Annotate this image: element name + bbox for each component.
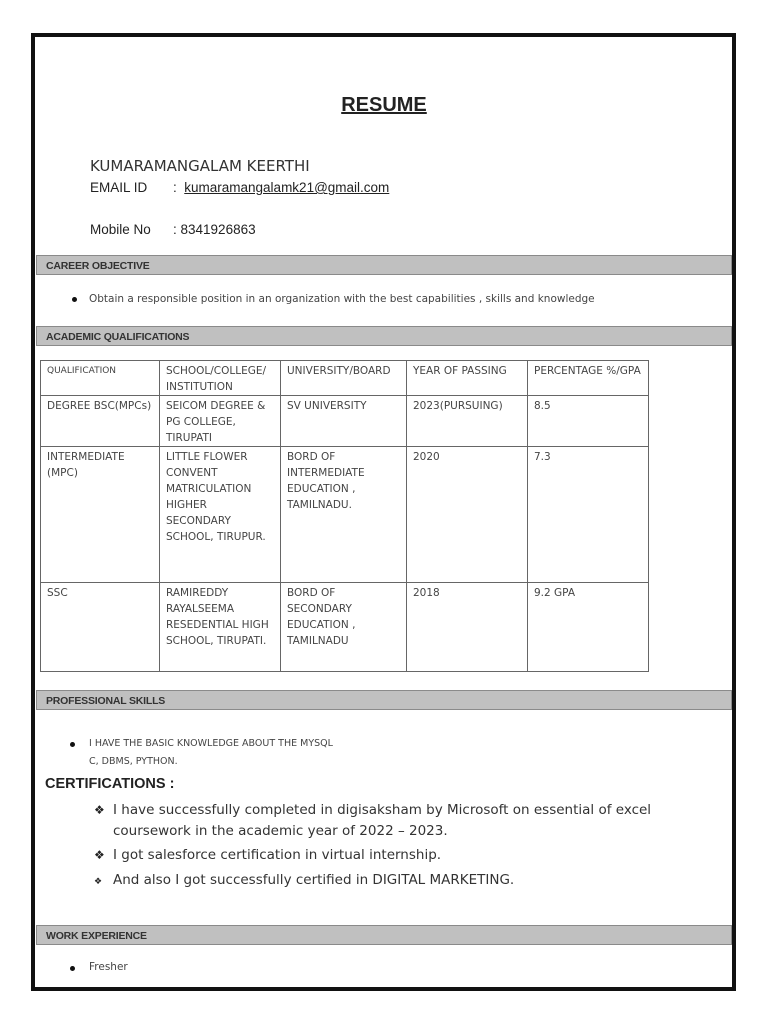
section-academic-qualifications: ACADEMIC QUALIFICATIONS — [36, 326, 732, 346]
email-link[interactable]: kumaramangalamk21@gmail.com — [184, 180, 390, 195]
mobile-line — [90, 222, 256, 237]
table-cell: BORD OF INTERMEDIATE EDUCATION , TAMILNADU. — [281, 447, 407, 583]
mobile-label: Mobile No — [90, 222, 151, 237]
section-professional-skills: PROFESSIONAL SKILLS — [36, 690, 732, 710]
email-separator: : — [173, 180, 185, 195]
table-cell: RAMIREDDY RAYALSEEMA RESEDENTIAL HIGH SCHOOL, TIRUPATI. — [160, 583, 281, 672]
table-cell: 2023(PURSUING) — [407, 396, 528, 447]
table-cell: SSC — [41, 583, 160, 672]
table-cell: BORD OF SECONDARY EDUCATION , TAMILNADU — [281, 583, 407, 672]
certification-item — [94, 800, 651, 842]
header-cell: YEAR OF PASSING — [407, 361, 528, 396]
table-cell: INTERMEDIATE (MPC) — [41, 447, 160, 583]
table-cell: 2018 — [407, 583, 528, 672]
bullet-dot — [70, 742, 75, 747]
email-line — [90, 180, 389, 195]
table-row — [41, 583, 649, 672]
mobile-value: 8341926863 — [180, 222, 256, 237]
diamond-bullet-icon: ❖ — [94, 803, 105, 817]
career-objective-text: Obtain a responsible position in an organization with the best capabilities , skills and knowledge — [89, 293, 595, 305]
header-cell: SCHOOL/COLLEGE/ INSTITUTION — [160, 361, 281, 396]
table-row — [41, 396, 649, 447]
table-cell: 2020 — [407, 447, 528, 583]
diamond-bullet-icon: ❖ — [94, 848, 105, 862]
certification-item — [94, 870, 514, 893]
table-header-row — [41, 361, 649, 396]
section-work-experience: WORK EXPERIENCE — [36, 925, 732, 945]
work-experience-item: Fresher — [89, 961, 128, 973]
certification-text: And also I got successfully certified in DIGITAL MARKETING. — [113, 872, 515, 888]
certification-item — [94, 845, 441, 866]
certification-text: I got salesforce certification in virtual internship. — [113, 847, 442, 863]
skills-line-2: C, DBMS, PYTHON. — [89, 756, 178, 767]
table-cell: 9.2 GPA — [528, 583, 649, 672]
header-cell: QUALIFICATION — [41, 361, 160, 396]
resume-title: RESUME — [341, 94, 427, 116]
certification-text: I have successfully completed in digisaksham by Microsoft on essential of excel — [113, 802, 652, 818]
table-cell: DEGREE BSC(MPCs) — [41, 396, 160, 447]
header-cell: PERCENTAGE %/GPA — [528, 361, 649, 396]
bullet-dot — [70, 966, 75, 971]
certification-text-continued: coursework in the academic year of 2022 – 2023. — [113, 823, 448, 839]
table-cell: 8.5 — [528, 396, 649, 447]
academic-table — [40, 360, 649, 672]
skills-line-1: I HAVE THE BASIC KNOWLEDGE ABOUT THE MYSQL — [89, 738, 333, 749]
table-cell: SEICOM DEGREE & PG COLLEGE, TIRUPATI — [160, 396, 281, 447]
mobile-separator: : — [173, 222, 181, 237]
diamond-bullet-icon: ❖ — [94, 877, 103, 887]
table-cell: 7.3 — [528, 447, 649, 583]
table-cell: SV UNIVERSITY — [281, 396, 407, 447]
table-row — [41, 447, 649, 583]
certifications-heading: CERTIFICATIONS : — [45, 776, 175, 792]
table-cell: LITTLE FLOWER CONVENT MATRICULATION HIGHER SECONDARY SCHOOL, TIRUPUR. — [160, 447, 281, 583]
candidate-name: KUMARAMANGALAM KEERTHI — [90, 157, 310, 175]
header-cell: UNIVERSITY/BOARD — [281, 361, 407, 396]
section-career-objective: CAREER OBJECTIVE — [36, 255, 732, 275]
email-label: EMAIL ID — [90, 180, 148, 195]
bullet-dot — [72, 297, 77, 302]
